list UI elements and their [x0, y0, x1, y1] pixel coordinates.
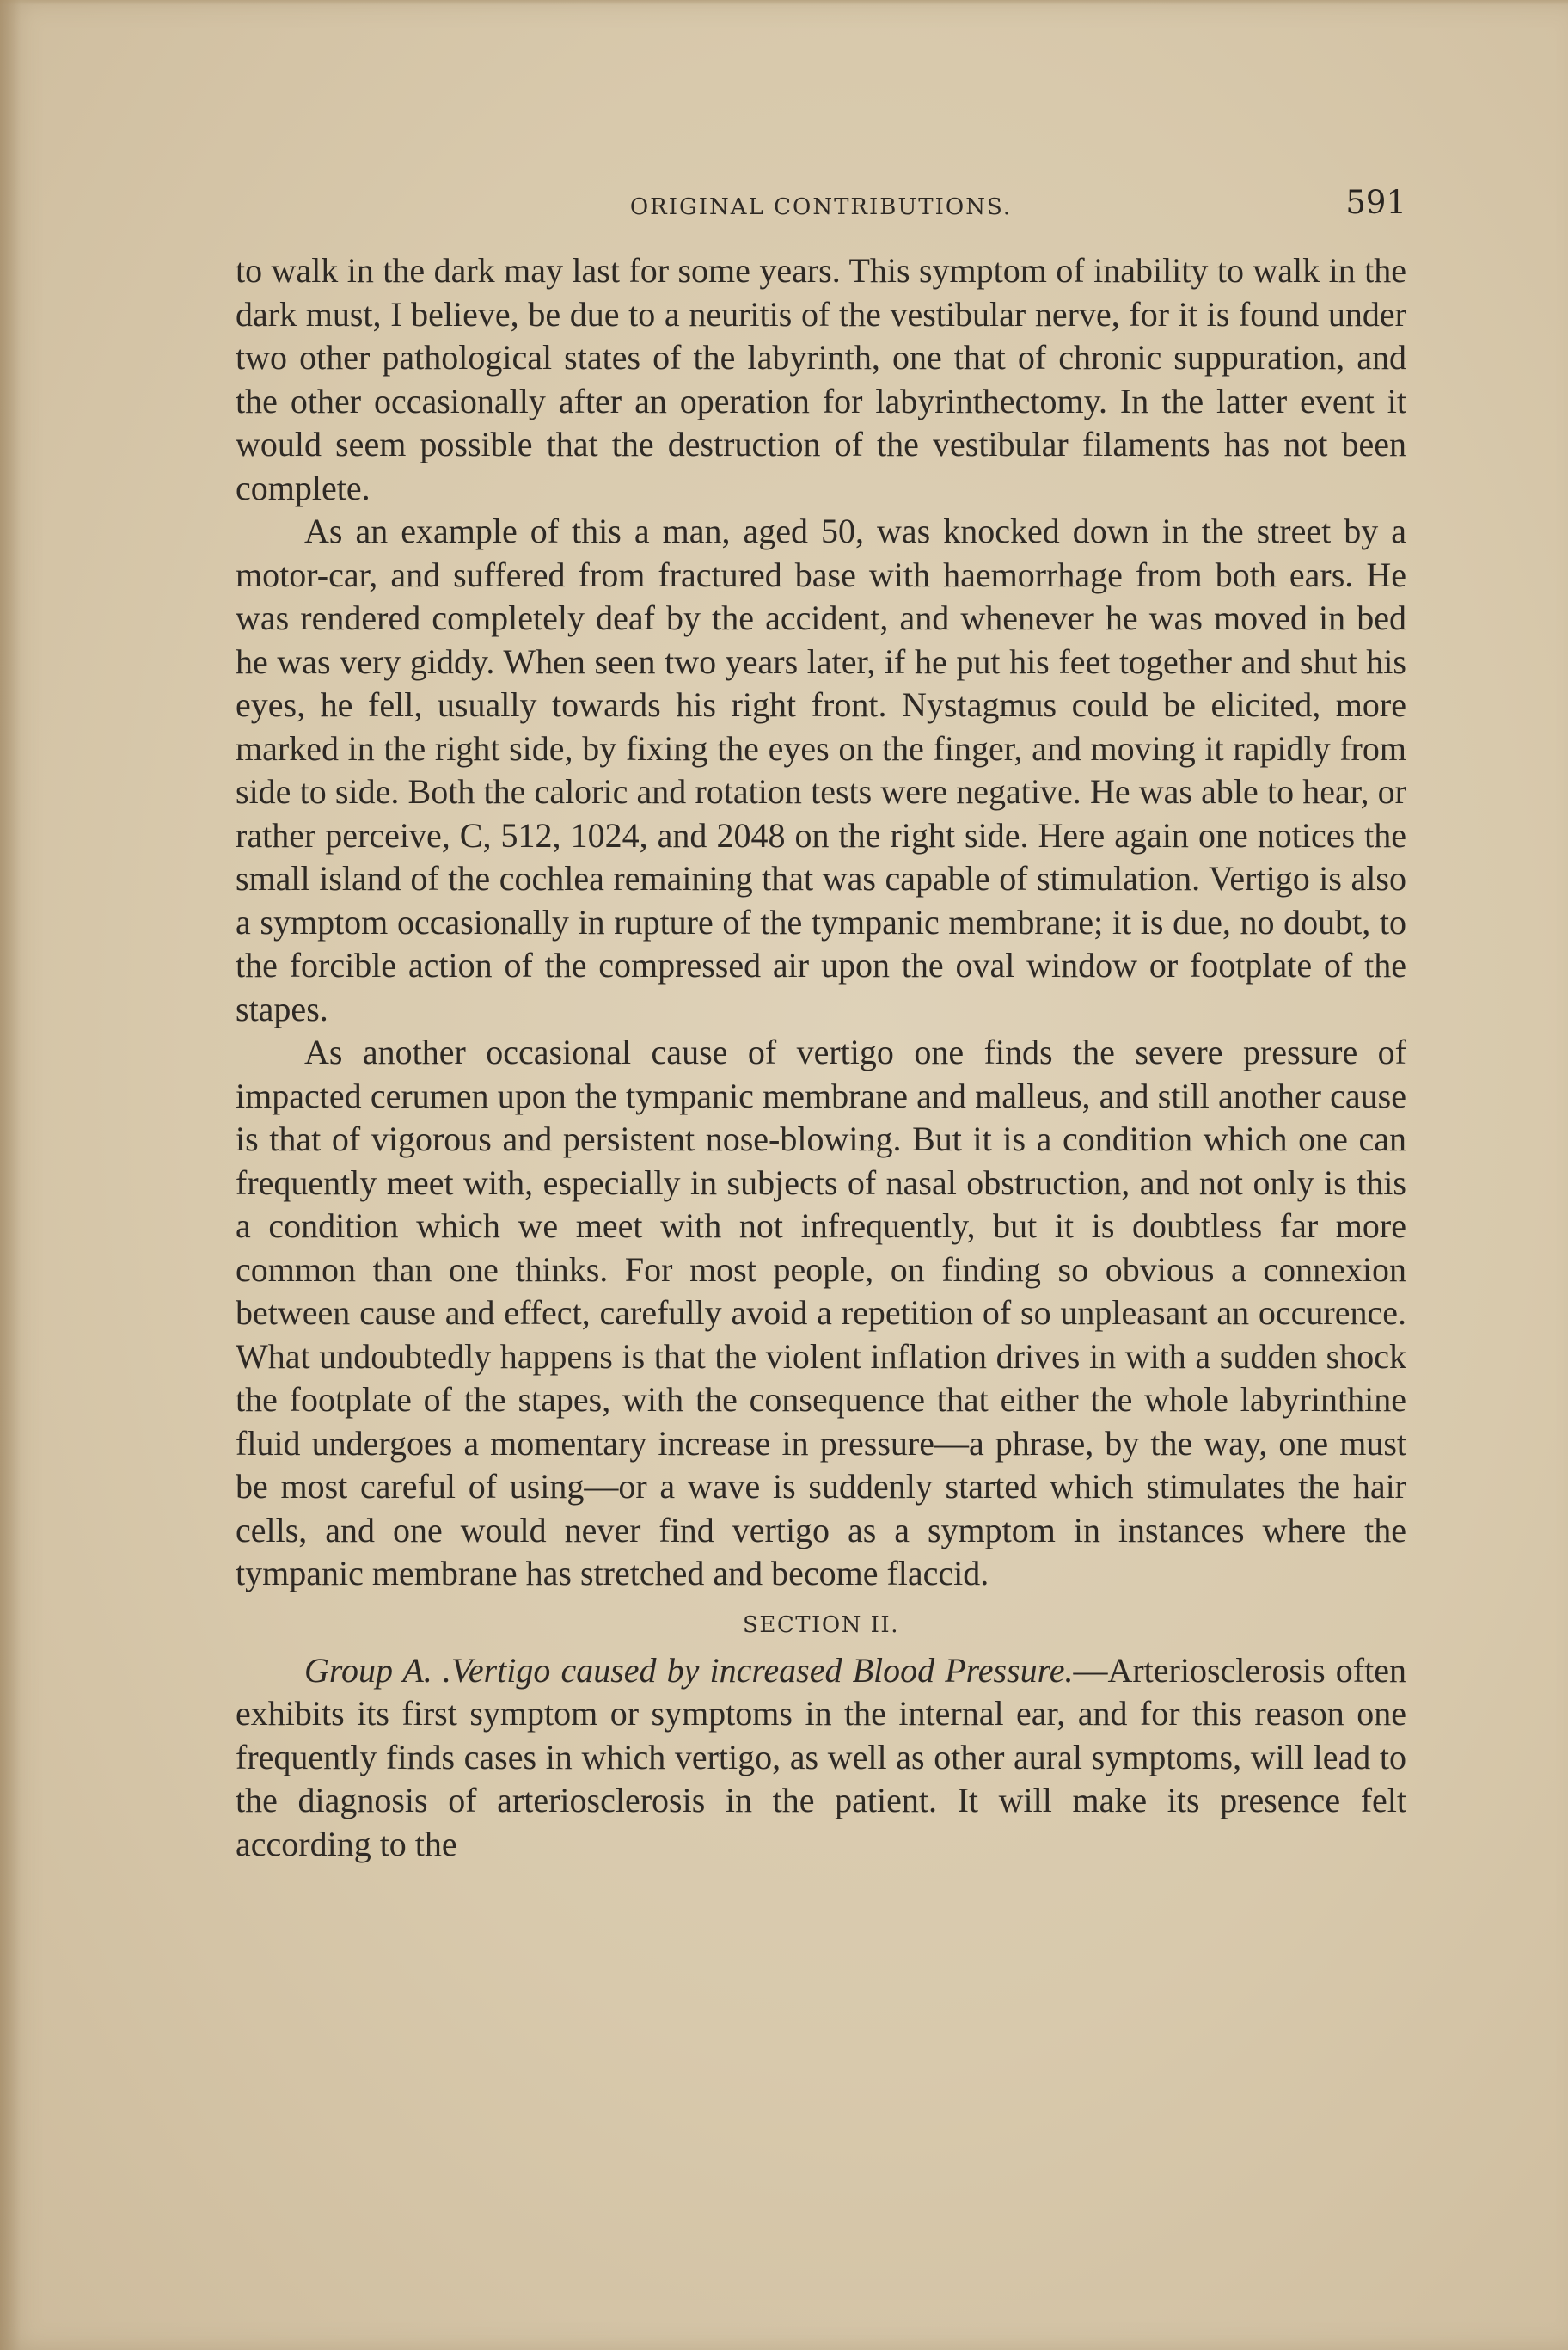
group-text: —Arteriosclerosis often exhibits its first symptom or symptoms in the internal ear, and for this reason one frequently finds cases in which vertigo, as well as other aural symptoms, will lead to the diagnosis of arteriosclerosis in the patient. It will make its presence felt according to the — [236, 1650, 1406, 1863]
page-gutter-shadow — [0, 0, 21, 2350]
running-header — [236, 182, 1406, 225]
paragraph-2: As an example of this a man, aged 50, was knocked down in the street by a motor-car, and suffered from fractured base with haemorrhage from both ears. He was rendered completely deaf by the accident, and whenever he was moved in bed he was very giddy. When seen two years later, if he put his feet together and shut his eyes, he fell, usually towards his right front. Nystagmus could be elicited, more marked in the right side, by fixing the eyes on the finger, and moving it rapidly from side to side. Both the caloric and rotation tests were negative. He was able to hear, or rather perceive, C, 512, 1024, and 2048 on the right side. Here again one notices the small island of the cochlea remaining that was capable of stimulation. Vertigo is also a symptom occasionally in rupture of the tympanic membrane; it is due, no doubt, to the forcible action of the compressed air upon the oval window or footplate of the stapes. — [236, 512, 1406, 1028]
paragraph-1: to walk in the dark may last for some years. This symptom of inability to walk in the dark must, I believe, be due to a neuritis of the vestibular nerve, for it is found under two other pathological states of the labyrinth, one that of chronic suppuration, and the other occasionally after an operation for labyrinthectomy. In the latter event it would seem possible that the destruction of the vestibular filaments has not been complete. — [236, 251, 1406, 507]
section-heading: SECTION II. — [743, 1611, 899, 1638]
running-title: ORIGINAL CONTRIBUTIONS. — [629, 194, 1013, 220]
body-text — [236, 249, 1406, 1866]
page-top-edge — [0, 0, 1568, 5]
section-paragraph — [236, 1649, 1406, 1867]
group-title: Group A. .Vertigo caused by increased Blood Pressure. — [304, 1650, 1074, 1690]
paragraph-3: As another occasional cause of vertigo one finds the severe pressure of impacted cerumen upon the tympanic membrane and malleus, and still another cause is that of vigorous and persistent nose-blowing. But it is a condition which one can frequently meet with, especially in subjects of nasal obstruction, and not only is this a condition which we meet with not infrequently, but it is doubtless far more common than one thinks. For most people, on finding so obvious a connexion between cause and effect, carefully avoid a repetition of so unpleasant an occurence. What undoubtedly happens is that the violent inflation drives in with a sudden shock the footplate of the stapes, with the consequence that either the whole labyrinthine fluid undergoes a momentary increase in pressure—a phrase, by the way, one must be most careful of using—or a wave is suddenly started which stimulates the hair cells, and one would never find vertigo as a symptom in instances where the tympanic membrane has stretched and become flaccid. — [236, 1033, 1406, 1592]
page-number: 591 — [1345, 184, 1406, 221]
